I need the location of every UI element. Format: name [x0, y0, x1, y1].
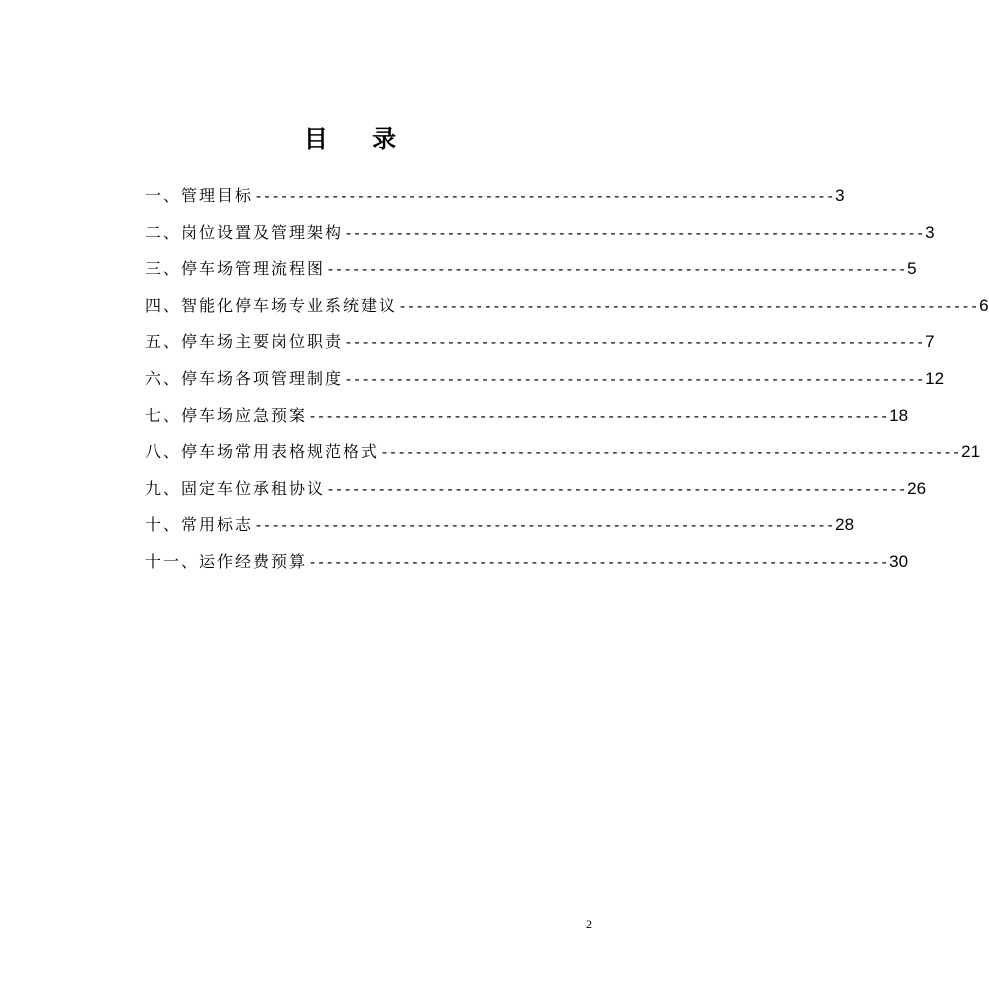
toc-leader: --------------------------------------------------------------------	[344, 369, 925, 388]
toc-entry-page: 7	[925, 332, 935, 352]
toc-entry	[145, 251, 917, 288]
toc-entry-label: 十一、运作经费预算	[145, 551, 308, 571]
toc-leader: --------------------------------------------------------------------	[344, 333, 925, 352]
toc-entry-page: 30	[889, 551, 909, 571]
toc-entry-page: 26	[907, 478, 927, 498]
toc-entry-page: 28	[835, 515, 855, 535]
toc-entry-page: 5	[907, 259, 917, 279]
toc-entry	[145, 324, 935, 361]
toc-entry-page: 21	[961, 442, 981, 462]
toc-leader: --------------------------------------------------------------------	[398, 296, 979, 315]
toc-leader: --------------------------------------------------------------------	[254, 187, 835, 205]
toc-entry	[145, 361, 945, 398]
toc-entry	[145, 507, 855, 544]
toc-entry	[145, 471, 927, 508]
toc-entry-page: 18	[889, 405, 909, 425]
toc-entry	[145, 544, 909, 581]
toc-entry-label: 六、停车场各项管理制度	[145, 368, 344, 388]
toc-entry-label: 三、停车场管理流程图	[145, 259, 326, 279]
toc-leader: --------------------------------------------------------------------	[380, 443, 961, 462]
toc-entry-label: 四、智能化停车场专业系统建议	[145, 295, 398, 315]
toc-entry	[145, 215, 935, 252]
toc-entry-page: 3	[925, 222, 935, 242]
table-of-contents	[145, 178, 989, 581]
toc-entry-page: 12	[925, 368, 945, 388]
toc-leader: --------------------------------------------------------------------	[308, 552, 889, 571]
toc-entry-label: 七、停车场应急预案	[145, 405, 308, 425]
page-number: 2	[586, 917, 592, 931]
toc-entry-label: 一、管理目标	[145, 186, 254, 205]
toc-leader: --------------------------------------------------------------------	[308, 406, 889, 425]
toc-entry	[145, 178, 845, 215]
toc-entry-label: 二、岗位设置及管理架构	[145, 222, 344, 242]
toc-entry-label: 九、固定车位承租协议	[145, 478, 326, 498]
toc-entry	[145, 398, 909, 435]
toc-leader: --------------------------------------------------------------------	[326, 479, 907, 498]
toc-leader: --------------------------------------------------------------------	[344, 223, 925, 242]
toc-entry	[145, 288, 989, 325]
toc-leader: --------------------------------------------------------------------	[326, 260, 907, 279]
toc-entry-page: 3	[835, 186, 845, 205]
toc-entry-label: 十、常用标志	[145, 515, 254, 535]
toc-entry-label: 五、停车场主要岗位职责	[145, 332, 344, 352]
toc-entry-label: 八、停车场常用表格规范格式	[145, 442, 380, 462]
toc-title: 目 录	[303, 124, 415, 153]
toc-entry-page: 6	[979, 295, 989, 315]
toc-leader: --------------------------------------------------------------------	[254, 516, 835, 535]
toc-entry	[145, 434, 981, 471]
